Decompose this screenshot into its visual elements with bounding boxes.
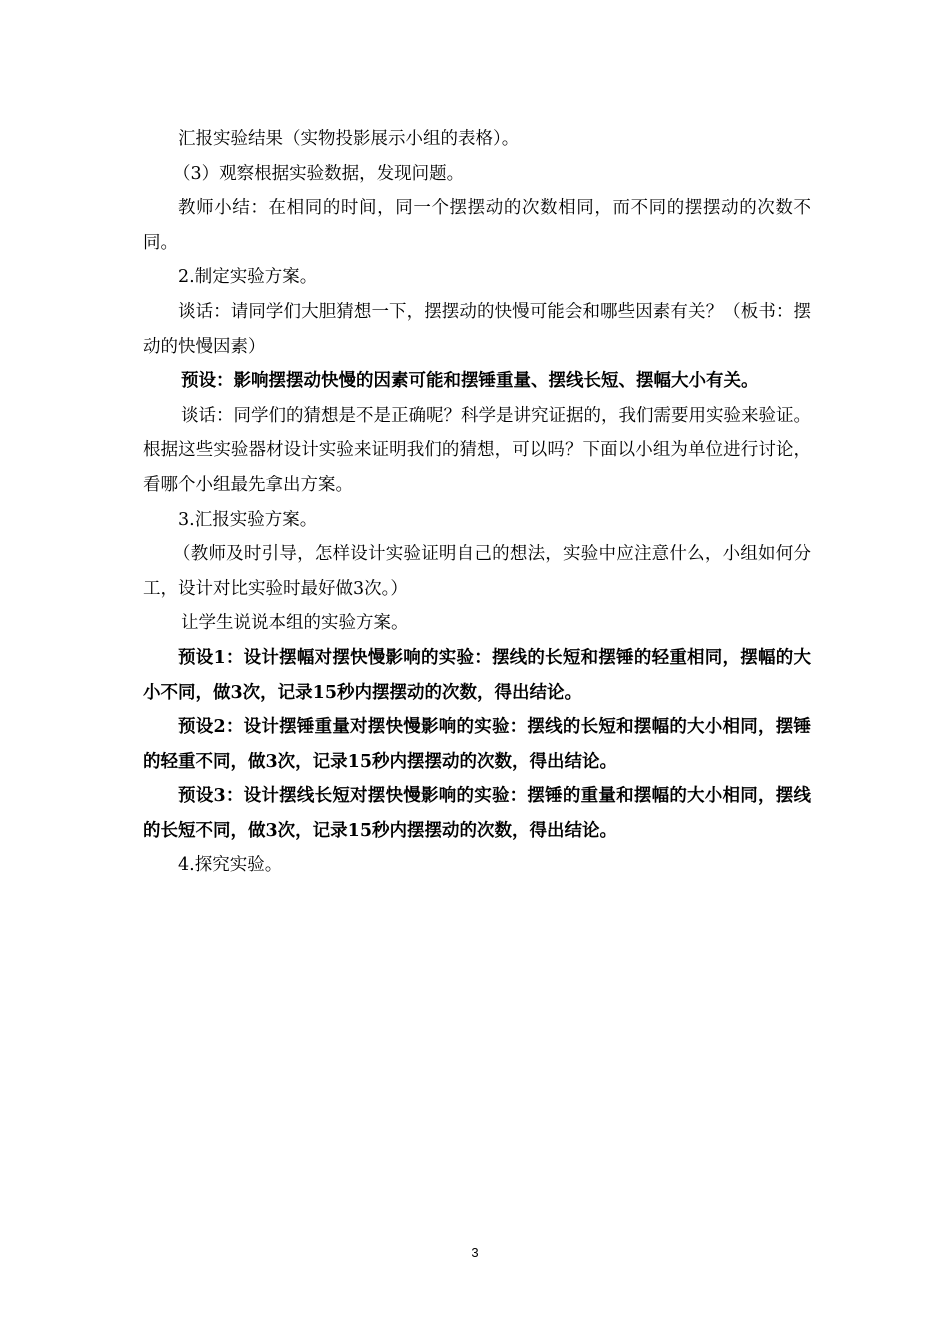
paragraph-students-share: 让学生说说本组的实验方案。 [181,613,409,634]
paragraph-preset-factors: 预设：影响摆摆动快慢的因素可能和摆锤重量、摆线长短、摆幅大小有关。 [181,371,759,392]
paragraph-preset-2: 预设2：设计摆锤重量对摆快慢影响的实验：摆线的长短和摆幅的大小相同，摆锤的轻重不同，做3次，记录15秒内摆摆动的次数，得出结论。 [143,717,811,772]
paragraph-teacher-summary: 教师小结：在相同的时间，同一个摆摆动的次数相同，而不同的摆摆动的次数不同。 [143,198,811,253]
heading-explore-experiment: 4.探究实验。 [178,855,283,876]
heading-make-plan: 2.制定实验方案。 [178,267,318,288]
paragraph-observe-data: （3）观察根据实验数据，发现问题。 [173,163,465,184]
paragraph-talk-verify: 谈话：同学们的猜想是不是正确呢？科学是讲究证据的，我们需要用实验来验证。根据这些实验器材设计实验来证明我们的猜想，可以吗？下面以小组为单位进行讨论，看哪个小组最先拿出方案。 [143,405,811,495]
paragraph-talk-guess: 谈话：请同学们大胆猜想一下，摆摆动的快慢可能会和哪些因素有关？（板书：摆动的快慢因素） [143,301,811,357]
paragraph-preset-3: 预设3：设计摆线长短对摆快慢影响的实验：摆锤的重量和摆幅的大小相同，摆线的长短不同，做3次，记录15秒内摆摆动的次数，得出结论。 [143,786,811,841]
page-number: 3 [471,1245,479,1260]
heading-report-plan: 3.汇报实验方案。 [178,509,318,530]
paragraph-teacher-guidance: （教师及时引导，怎样设计实验证明自己的想法，实验中应注意什么，小组如何分工，设计对比实验时最好做3次。） [143,544,811,599]
paragraph-preset-1: 预设1：设计摆幅对摆快慢影响的实验：摆线的长短和摆锤的轻重相同，摆幅的大小不同，做3次，记录15秒内摆摆动的次数，得出结论。 [143,647,811,703]
paragraph-report-results: 汇报实验结果（实物投影展示小组的表格）。 [178,129,520,149]
document-body [143,122,811,883]
